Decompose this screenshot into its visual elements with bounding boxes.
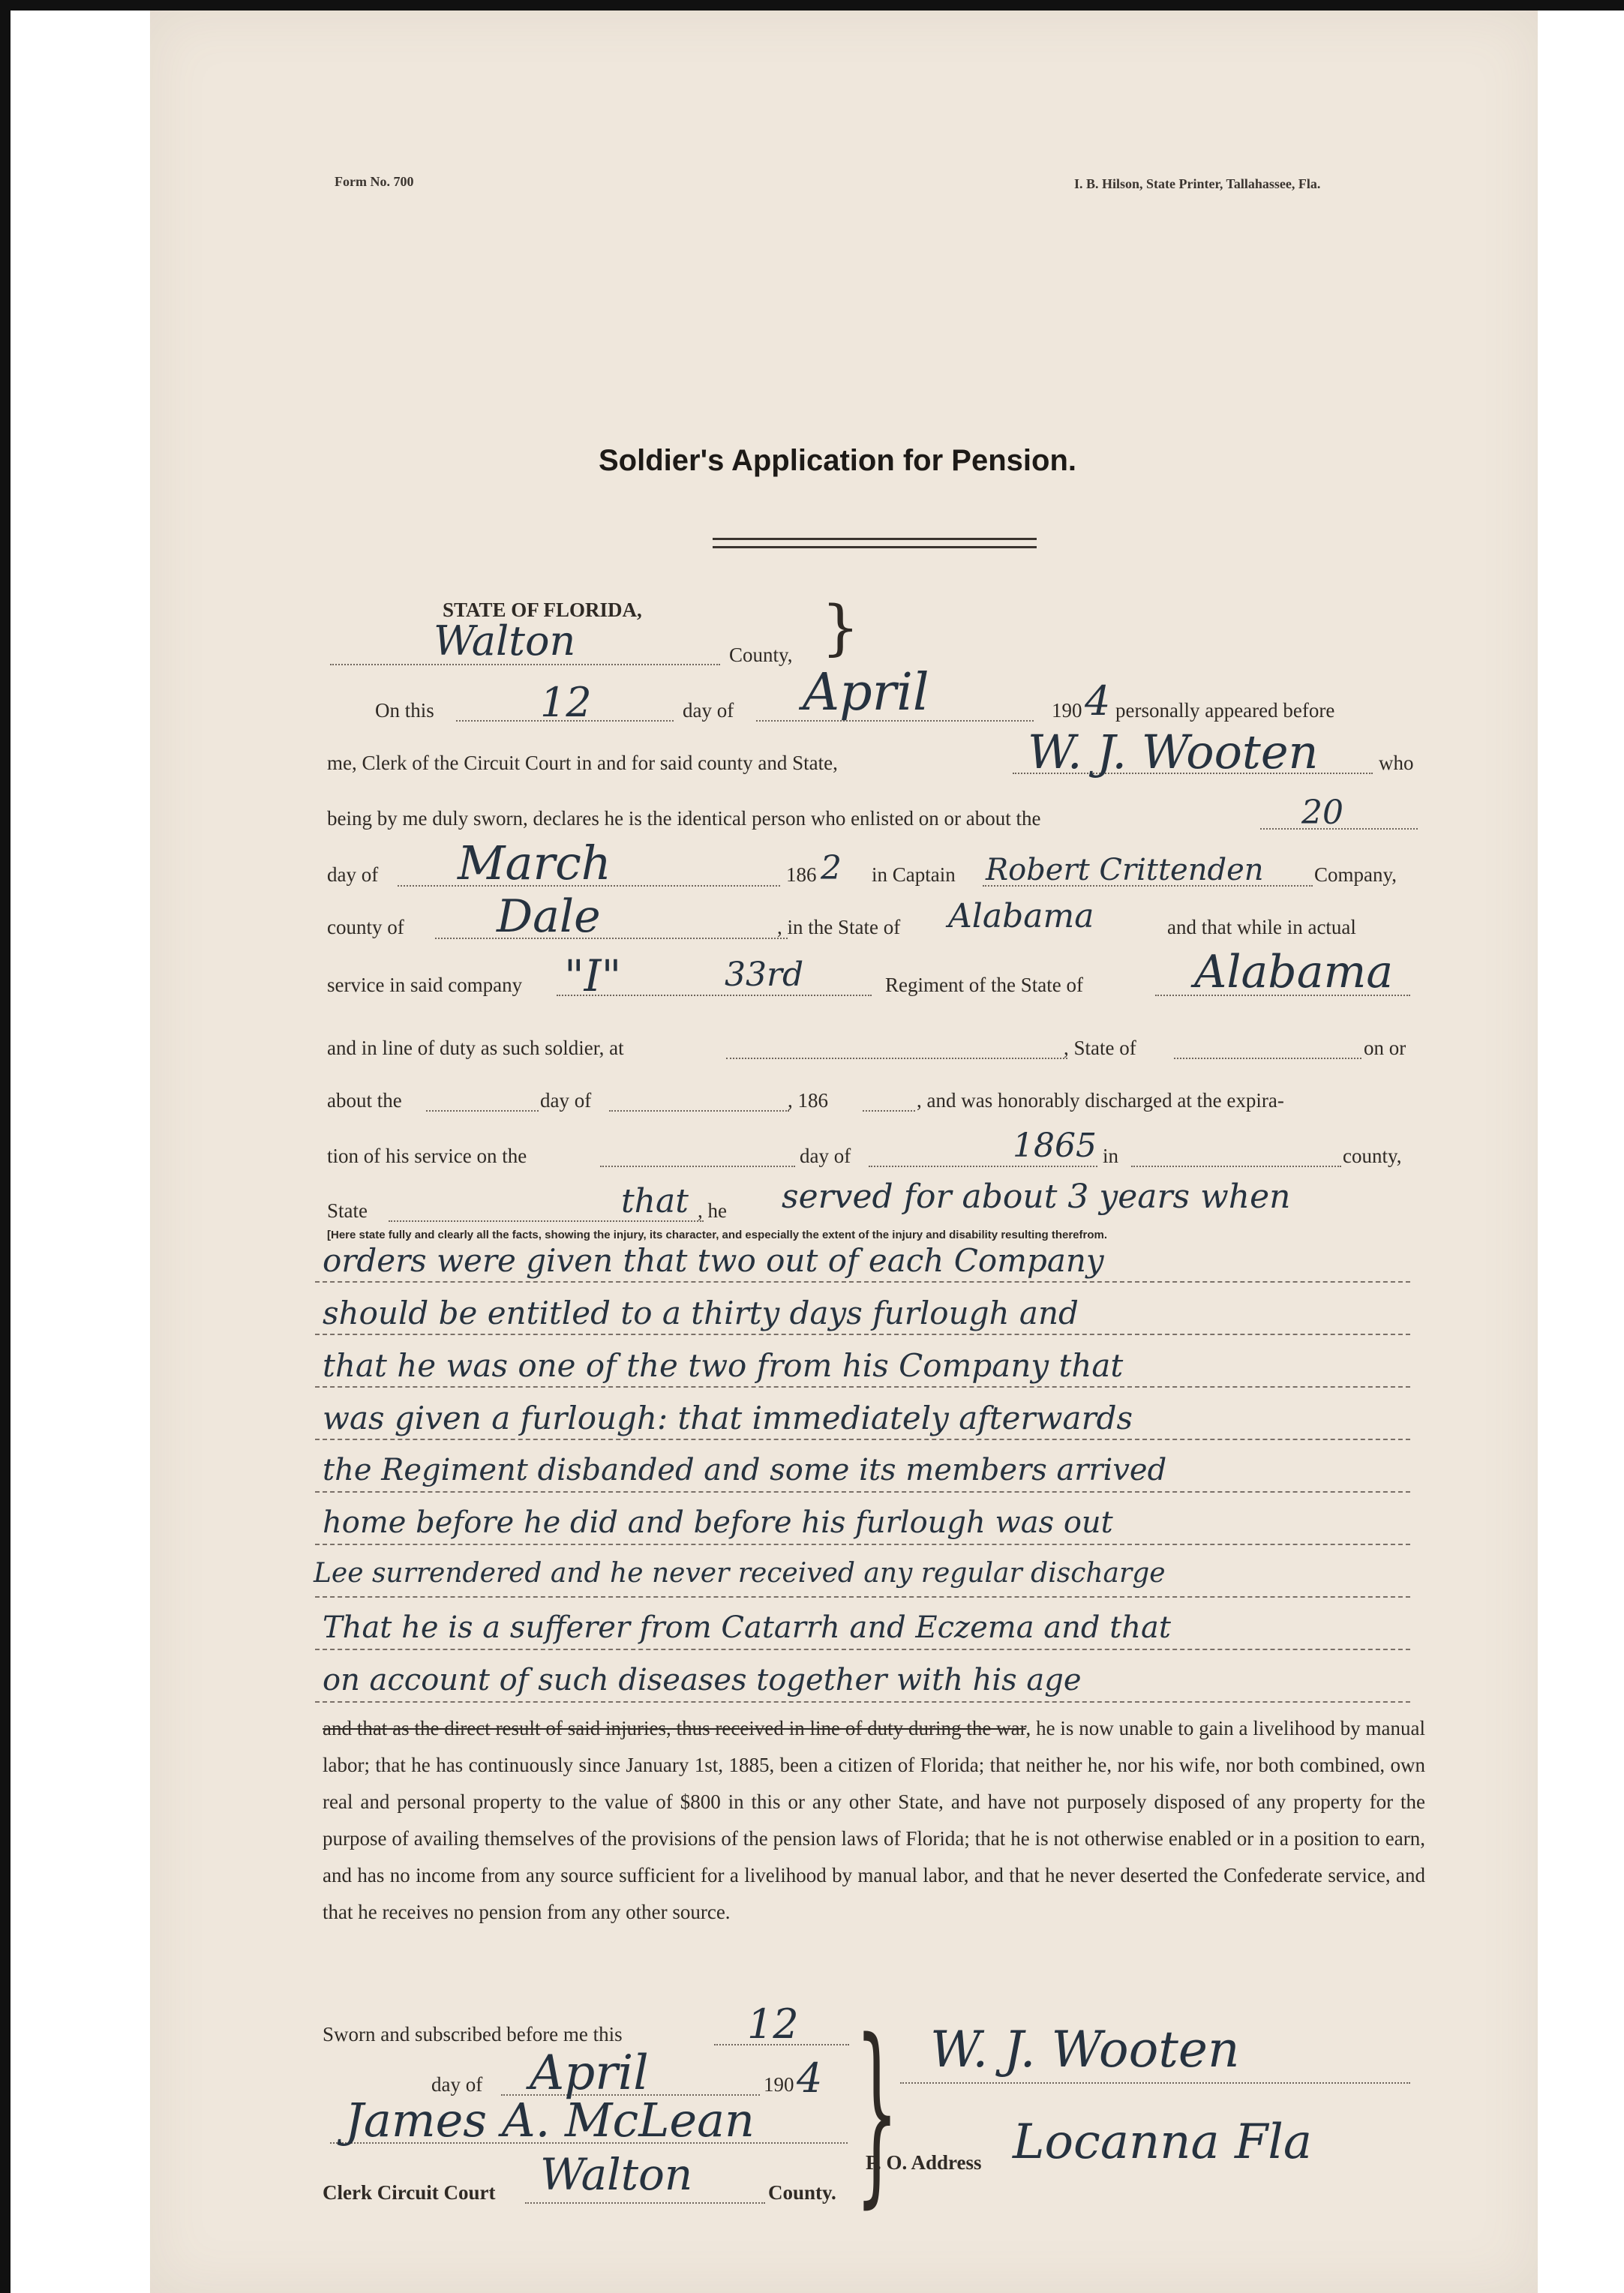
captain-handwritten: Robert Crittenden: [986, 853, 1264, 887]
enlist-day-handwritten: 20: [1301, 794, 1343, 832]
in-label: in: [1103, 1145, 1119, 1167]
about-year-fill-line: [863, 1110, 915, 1112]
line-of-duty-text: and in line of duty as such soldier, at: [327, 1037, 624, 1059]
scan-edge-top: [0, 0, 1624, 11]
sworn-month-handwritten: April: [530, 2045, 649, 2101]
statement-line-3: that he was one of the two from his Company that: [323, 1347, 1124, 1384]
company-label: Company,: [1314, 863, 1397, 886]
clerk-label: Clerk Circuit Court: [323, 2181, 496, 2204]
year-digit-handwritten: 4: [1085, 677, 1111, 725]
statement-line-5: the Regiment disbanded and some its members arrived: [323, 1453, 1167, 1487]
sworn-day-handwritten: 12: [747, 2000, 799, 2048]
county-brace: }: [821, 593, 860, 662]
expiration-year-handwritten: 1865: [1013, 1127, 1097, 1165]
clerk-text: me, Clerk of the Circuit Court in and for said county and State,: [327, 752, 838, 774]
statement-line-1-rule: [315, 1281, 1410, 1283]
title-rule-lower: [713, 546, 1037, 548]
po-address-handwritten: Locanna Fla: [1013, 2114, 1312, 2170]
month-handwritten: April: [803, 663, 929, 722]
state-of-label: , State of: [1064, 1037, 1136, 1059]
day-of-label-4: day of: [800, 1145, 851, 1167]
po-address-label: P. O. Address: [866, 2151, 982, 2174]
enlist-county-handwritten: Dale: [497, 890, 601, 943]
while-text: and that while in actual: [1167, 916, 1356, 938]
applicant-signature-fill-line: [900, 2082, 1410, 2084]
year-prefix: 190: [1052, 699, 1082, 722]
captain-label: in Captain: [872, 863, 956, 886]
statement-line-6: home before he did and before his furlough was out: [323, 1505, 1113, 1540]
statement-line-7: Lee surrendered and he never received any regular discharge: [314, 1558, 1166, 1589]
enlisted-text: being by me duly sworn, declares he is the identical person who enlisted on or about the: [327, 807, 1041, 830]
printer-credit: I. B. Hilson, State Printer, Tallahassee, Fla.: [1074, 176, 1321, 191]
statement-line-8-rule: [315, 1649, 1410, 1650]
county-fill-line: [330, 664, 720, 665]
enlist-month-handwritten: March: [458, 836, 611, 890]
affirmation-paragraph: [323, 1710, 1425, 1931]
who-label: who: [1379, 752, 1414, 774]
statement-line-4-rule: [315, 1439, 1410, 1440]
expiration-year-fill-line: [869, 1166, 1097, 1167]
county-label-2: county,: [1343, 1145, 1402, 1167]
state-label-2: State: [327, 1199, 368, 1222]
applicant-name-handwritten: W. J. Wooten: [1028, 725, 1319, 779]
on-this-label: On this: [375, 699, 434, 722]
clerk-county-fill-line: [525, 2202, 765, 2204]
sworn-year-digit: 4: [797, 2054, 823, 2102]
regiment-state-handwritten: Alabama: [1194, 946, 1394, 998]
title-rule-upper: [713, 538, 1037, 540]
instruction-note: [Here state fully and clearly all the facts, showing the injury, its character, and especially the extent of the injury and disability resulting therefrom.: [327, 1229, 1108, 1241]
state-of-fill-line: [1174, 1058, 1361, 1059]
in-state-label: , in the State of: [777, 916, 901, 938]
sworn-year-prefix: 190: [764, 2073, 794, 2096]
day-handwritten: 12: [540, 679, 592, 726]
form-number: Form No. 700: [335, 174, 414, 189]
state-fill-line: [389, 1220, 704, 1222]
statement-line-1: orders were given that two out of each Company: [323, 1242, 1104, 1279]
statement-line-6-rule: [315, 1544, 1410, 1545]
day-of-label: day of: [683, 699, 734, 722]
county-label: County,: [729, 644, 793, 666]
state-heading: STATE OF FLORIDA,: [443, 599, 642, 621]
statement-line-9: on account of such diseases together with his age: [323, 1663, 1082, 1697]
county-handwritten: Walton: [434, 617, 576, 665]
regiment-number-handwritten: 33rd: [725, 956, 804, 994]
that-handwritten: that: [621, 1182, 689, 1220]
appeared-label: personally appeared before: [1115, 699, 1335, 722]
company-letter-handwritten: "I": [564, 950, 622, 1001]
location-fill-line: [726, 1058, 1067, 1059]
enlist-year-prefix: 186: [786, 863, 817, 886]
expiration-county-fill-line: [1131, 1166, 1341, 1167]
statement-line-9-rule: [315, 1701, 1410, 1703]
clerk-county-handwritten: Walton: [540, 2149, 693, 2200]
about-month-fill-line: [609, 1110, 789, 1112]
sworn-brace: }: [855, 1999, 899, 2225]
statement-line-7-rule: [315, 1596, 1410, 1598]
applicant-signature: W. J. Wooten: [930, 2021, 1240, 2078]
statement-line-2: should be entitled to a thirty days furlough and: [323, 1295, 1079, 1331]
scan-edge-left: [0, 0, 11, 2293]
form-title: Soldier's Application for Pension.: [599, 444, 1076, 477]
on-or-label: on or: [1364, 1037, 1406, 1059]
clerk-signature: James A. McLean: [345, 2093, 755, 2147]
day-of-label-2: day of: [327, 863, 379, 886]
statement-opening-handwritten: served for about 3 years when: [782, 1178, 1291, 1216]
clerk-county-label: County.: [768, 2181, 836, 2204]
struck-clause: and that as the direct result of said injuries, thus received in line of duty during the war: [323, 1717, 1026, 1739]
about-label: about the: [327, 1089, 402, 1112]
expiration-text: tion of his service on the: [327, 1145, 527, 1167]
enlist-year-digit: 2: [821, 849, 842, 887]
year-186-label: , 186: [788, 1089, 828, 1112]
sworn-text: Sworn and subscribed before me this: [323, 2023, 623, 2045]
he-label: , he: [698, 1199, 727, 1222]
statement-line-4: was given a furlough: that immediately afterwards: [323, 1400, 1133, 1436]
affirmation-text: , he is now unable to gain a livelihood by manual labor; that he has continuously since January 1st, 1885, been a citizen of Florida; that neither he, nor his wife, nor both combined, own real and personal property to the value of $800 in this or any other State, and have not purposely disposed of any property for the purpose of availing themselves of the provisions of the pension laws of Florida; that he is not otherwise enabled or in a position to earn, and has no income from any source sufficient for a livelihood by manual labor, and that he never deserted the Confederate service, and that he receives no pension from any other source.: [323, 1717, 1425, 1923]
regiment-label: Regiment of the State of: [885, 974, 1083, 996]
enlist-county-fill-line: [435, 938, 788, 939]
statement-line-3-rule: [315, 1386, 1410, 1388]
sworn-day-of-label: day of: [431, 2073, 483, 2096]
statement-line-5-rule: [315, 1491, 1410, 1493]
enlist-state-handwritten: Alabama: [948, 897, 1094, 935]
day-of-label-3: day of: [540, 1089, 592, 1112]
expiration-day-fill-line: [600, 1166, 795, 1167]
discharged-text: , and was honorably discharged at the expira-: [917, 1089, 1284, 1112]
service-label: service in said company: [327, 974, 523, 996]
county-of-label: county of: [327, 916, 404, 938]
statement-line-8: That he is a sufferer from Catarrh and Eczema and that: [323, 1610, 1171, 1645]
statement-line-2-rule: [315, 1334, 1410, 1335]
about-day-fill-line: [426, 1110, 539, 1112]
